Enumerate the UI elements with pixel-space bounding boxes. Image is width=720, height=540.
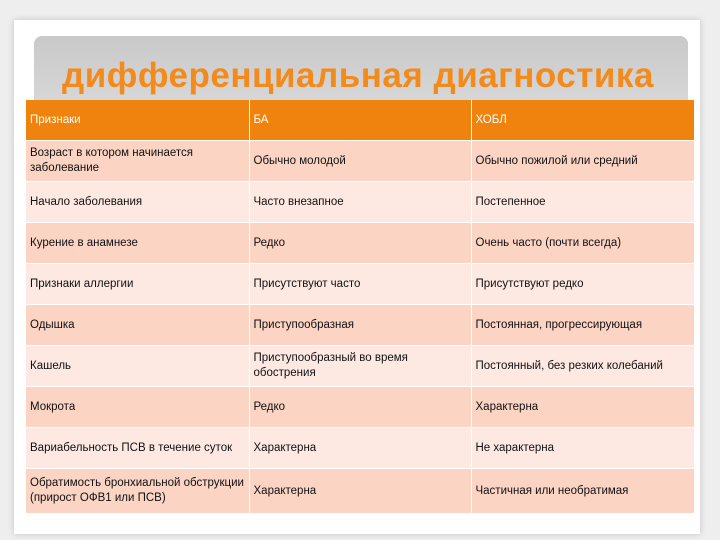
row-copd-cell: Очень часто (почти всегда) — [471, 223, 694, 264]
row-copd-cell: Присутствуют редко — [471, 264, 694, 305]
row-sign-cell: Мокрота — [26, 387, 249, 428]
row-copd-cell: Характерна — [471, 387, 694, 428]
row-asthma-cell: Приступообразный во время обострения — [249, 346, 471, 387]
row-asthma-cell: Часто внезапное — [249, 182, 471, 223]
header-signs: Признаки — [26, 100, 249, 141]
row-asthma-cell: Присутствуют часто — [249, 264, 471, 305]
header-asthma: БА — [249, 100, 471, 141]
header-copd: ХОБЛ — [471, 100, 694, 141]
row-sign-cell: Начало заболевания — [26, 182, 249, 223]
table-row — [26, 387, 694, 428]
row-copd-cell: Постепенное — [471, 182, 694, 223]
row-copd-cell: Постоянная, прогрессирующая — [471, 305, 694, 346]
table-row — [26, 223, 694, 264]
row-copd-cell: Постоянный, без резких колебаний — [471, 346, 694, 387]
row-sign-cell: Возраст в котором начинается заболевание — [26, 141, 249, 182]
table-row — [26, 469, 694, 514]
row-sign-cell: Обратимость бронхиальной обструкции (прирост ОФВ1 или ПСВ) — [26, 469, 249, 514]
row-sign-cell: Признаки аллергии — [26, 264, 249, 305]
table-row — [26, 428, 694, 469]
row-asthma-cell: Характерна — [249, 469, 471, 514]
slide-title: дифференциальная диагностика — [62, 56, 654, 95]
row-asthma-cell: Обычно молодой — [249, 141, 471, 182]
table-header-row — [26, 100, 694, 141]
row-asthma-cell: Характерна — [249, 428, 471, 469]
row-copd-cell: Частичная или необратимая — [471, 469, 694, 514]
row-asthma-cell: Приступообразная — [249, 305, 471, 346]
table-row — [26, 141, 694, 182]
row-copd-cell: Обычно пожилой или средний — [471, 141, 694, 182]
row-sign-cell: Курение в анамнезе — [26, 223, 249, 264]
row-sign-cell: Вариабельность ПСВ в течение суток — [26, 428, 249, 469]
table-row — [26, 346, 694, 387]
row-copd-cell: Не характерна — [471, 428, 694, 469]
row-asthma-cell: Редко — [249, 387, 471, 428]
table-row — [26, 264, 694, 305]
row-sign-cell: Кашель — [26, 346, 249, 387]
row-sign-cell: Одышка — [26, 305, 249, 346]
row-asthma-cell: Редко — [249, 223, 471, 264]
diagnosis-table — [26, 100, 694, 514]
table-row — [26, 305, 694, 346]
table-row — [26, 182, 694, 223]
